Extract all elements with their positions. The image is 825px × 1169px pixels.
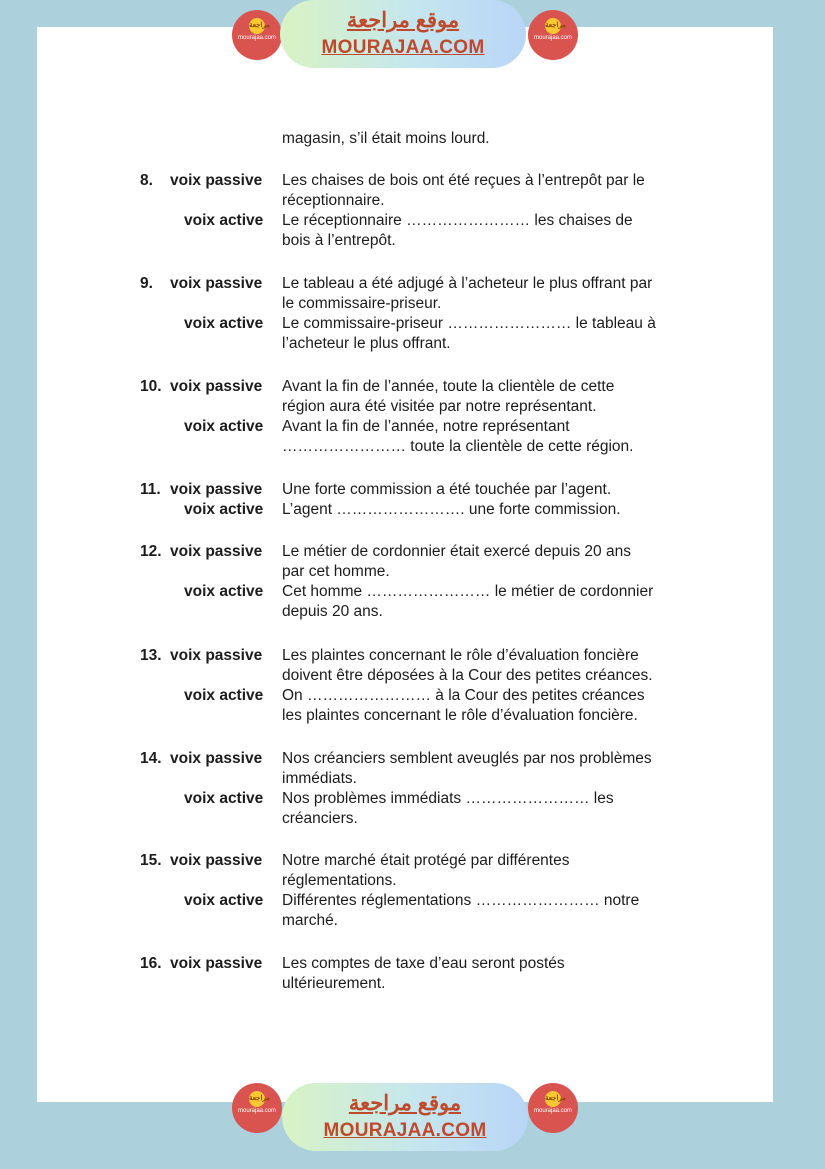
passive-sentence-line: le commissaire-priseur. <box>282 295 442 312</box>
passive-sentence-line: Une forte commission a été touchée par l’agent. <box>282 481 612 498</box>
banner-latin[interactable]: MOURAJAA.COM <box>323 1120 487 1141</box>
passive-sentence-line: immédiats. <box>282 770 357 787</box>
active-voice-label: voix active <box>184 892 264 909</box>
item-number: 16. <box>140 955 162 972</box>
item-number: 14. <box>140 750 162 767</box>
passive-voice-label: voix passive <box>170 955 263 972</box>
active-sentence-line: Le commissaire-priseur …………………… le tableau à <box>282 315 656 332</box>
active-sentence-line: bois à l’entrepôt. <box>282 232 396 249</box>
active-voice-label: voix active <box>184 583 264 600</box>
active-sentence-line: marché. <box>282 912 338 929</box>
logo-text: mourajaa.com <box>237 1108 276 1114</box>
passive-voice-label: voix passive <box>170 647 263 664</box>
active-sentence-line: Nos problèmes immédiats …………………… les <box>282 790 614 807</box>
banner-arabic[interactable]: موقع مراجعة <box>348 1092 462 1115</box>
passive-sentence-line: doivent être déposées à la Cour des petites créances. <box>282 667 653 684</box>
passive-sentence-line: Le métier de cordonnier était exercé depuis 20 ans <box>282 543 631 560</box>
site-logo-icon[interactable] <box>528 10 578 60</box>
logo-text: mourajaa.com <box>237 35 276 41</box>
passive-voice-label: voix passive <box>170 172 263 189</box>
banner-latin[interactable]: MOURAJAA.COM <box>321 37 485 58</box>
item-number: 11. <box>140 481 161 498</box>
passive-voice-label: voix passive <box>170 275 263 292</box>
logo-badge: مراجعة <box>249 18 265 34</box>
active-voice-label: voix active <box>184 790 264 807</box>
active-sentence-line: depuis 20 ans. <box>282 603 383 620</box>
passive-sentence-line: réglementations. <box>282 872 397 889</box>
active-voice-label: voix active <box>184 315 264 332</box>
logo-text: mourajaa.com <box>533 35 572 41</box>
active-voice-label: voix active <box>184 212 264 229</box>
active-sentence-line: On …………………… à la Cour des petites créances <box>282 687 645 704</box>
active-sentence-line: Cet homme …………………… le métier de cordonnier <box>282 583 654 600</box>
item-number: 9. <box>140 275 153 292</box>
active-voice-label: voix active <box>184 501 264 518</box>
passive-voice-label: voix passive <box>170 543 263 560</box>
passive-sentence-line: réceptionnaire. <box>282 192 385 209</box>
active-voice-label: voix active <box>184 418 264 435</box>
item-number: 10. <box>140 378 162 395</box>
passive-sentence-line: Le tableau a été adjugé à l’acheteur le plus offrant par <box>282 275 653 292</box>
logo-badge: مراجعة <box>545 18 561 34</box>
passive-sentence-line: Nos créanciers semblent aveuglés par nos problèmes <box>282 750 652 767</box>
active-sentence-line: Différentes réglementations …………………… notre <box>282 892 640 909</box>
item-number: 8. <box>140 172 153 189</box>
active-sentence-line: L’agent ……………………. une forte commission. <box>282 501 621 518</box>
passive-sentence-line: région aura été visitée par notre représentant. <box>282 398 597 415</box>
item-number: 12. <box>140 543 162 560</box>
item-number: 13. <box>140 647 162 664</box>
passive-sentence-line: Les comptes de taxe d’eau seront postés <box>282 955 565 972</box>
site-logo-icon[interactable] <box>528 1083 578 1133</box>
passive-sentence-line: Les chaises de bois ont été reçues à l’entrepôt par le <box>282 172 645 189</box>
active-sentence-line: …………………… toute la clientèle de cette région. <box>282 438 634 455</box>
active-sentence-line: les plaintes concernant le rôle d’évaluation foncière. <box>282 707 638 724</box>
passive-voice-label: voix passive <box>170 378 263 395</box>
passive-voice-label: voix passive <box>170 481 263 498</box>
passive-sentence-line: Les plaintes concernant le rôle d’évaluation foncière <box>282 647 639 664</box>
passive-sentence-line: ultérieurement. <box>282 975 386 992</box>
site-banner-top[interactable] <box>280 0 526 68</box>
site-logo-icon[interactable] <box>232 10 282 60</box>
active-voice-label: voix active <box>184 687 264 704</box>
active-sentence-line: créanciers. <box>282 810 358 827</box>
passive-sentence-line: Notre marché était protégé par différentes <box>282 852 570 869</box>
logo-text: mourajaa.com <box>533 1108 572 1114</box>
site-banner-bottom[interactable] <box>282 1083 528 1151</box>
banner-arabic[interactable]: موقع مراجعة <box>346 9 460 32</box>
passive-voice-label: voix passive <box>170 852 263 869</box>
active-sentence-line: Avant la fin de l’année, notre représentant <box>282 418 570 435</box>
passive-voice-label: voix passive <box>170 750 263 767</box>
passive-sentence-line: Avant la fin de l’année, toute la clientèle de cette <box>282 378 615 395</box>
logo-badge: مراجعة <box>545 1091 561 1107</box>
passive-sentence-line: par cet homme. <box>282 563 390 580</box>
active-sentence-line: l’acheteur le plus offrant. <box>282 335 451 352</box>
active-sentence-line: Le réceptionnaire …………………… les chaises de <box>282 212 633 229</box>
item-number: 15. <box>140 852 162 869</box>
site-logo-icon[interactable] <box>232 1083 282 1133</box>
intro-line: magasin, s’il était moins lourd. <box>282 130 490 147</box>
logo-badge: مراجعة <box>249 1091 265 1107</box>
